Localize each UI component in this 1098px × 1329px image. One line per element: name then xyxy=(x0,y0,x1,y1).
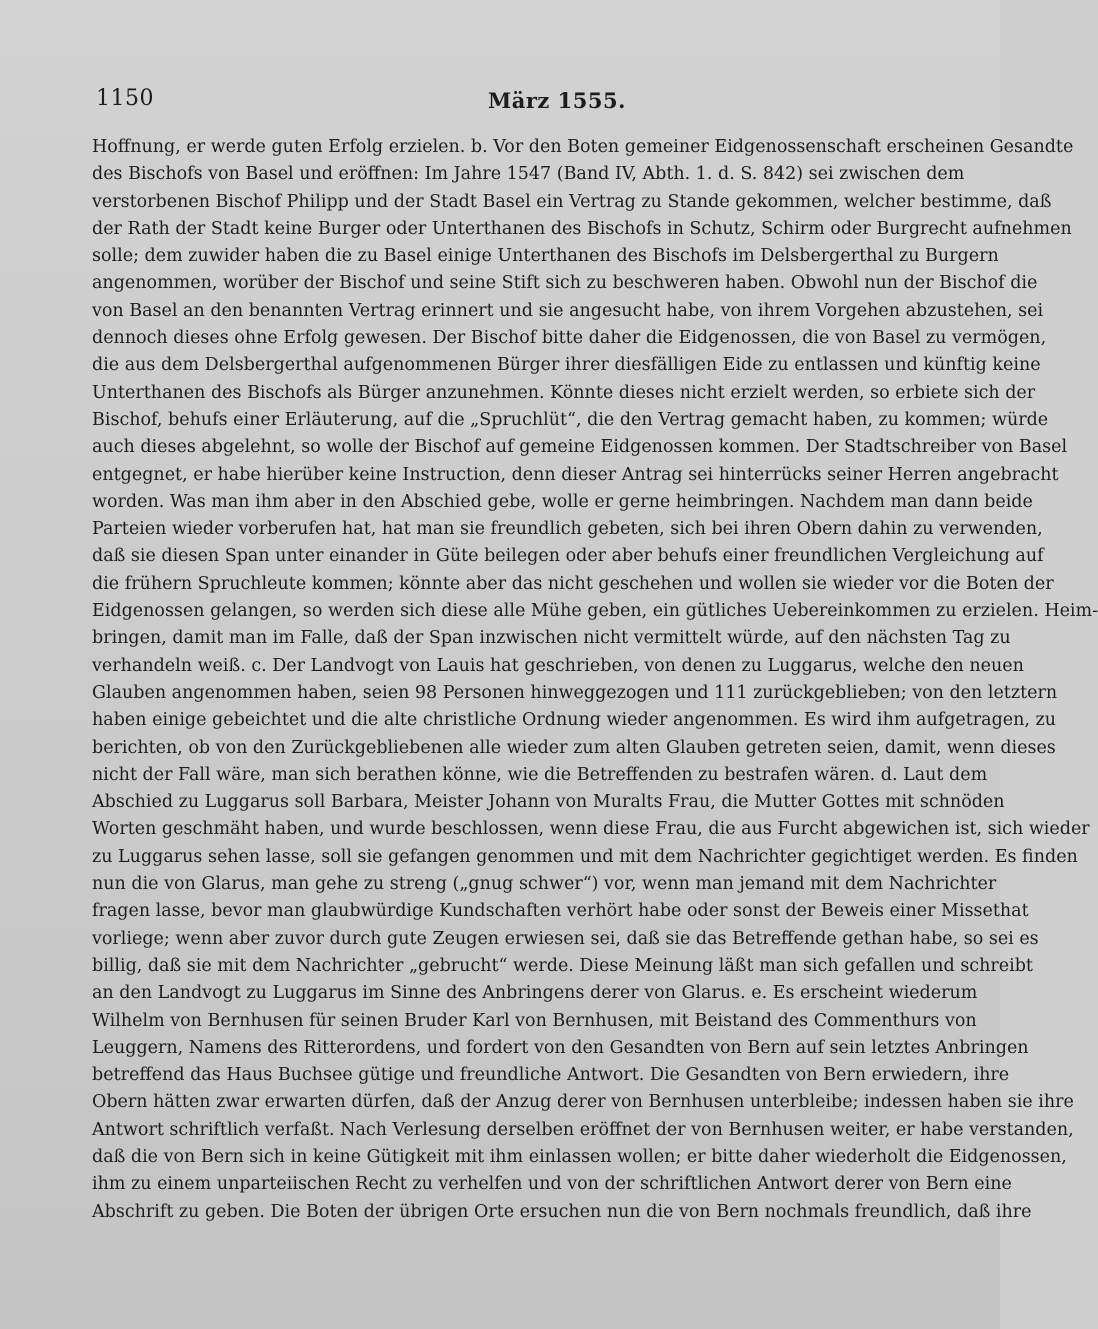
text-line: ihm zu einem unparteiischen Recht zu verhelfen und von der schriftlichen Antwort derer von Bern eine xyxy=(92,1174,1012,1195)
running-head: März 1555. xyxy=(488,88,626,113)
text-line: Leuggern, Namens des Ritterordens, und fordert von den Gesandten von Bern auf sein letztes Anbringen xyxy=(92,1037,1029,1058)
text-line: Obern hätten zwar erwarten dürfen, daß der Anzug derer von Bernhusen unterbleibe; indessen haben sie ihre xyxy=(92,1092,1074,1113)
text-line: der Rath der Stadt keine Burger oder Unterthanen des Bischofs in Schutz, Schirm oder Burgrecht aufnehmen xyxy=(92,218,1072,239)
text-line: bringen, damit man im Falle, daß der Span inzwischen nicht vermittelt würde, auf den nächsten Tag zu xyxy=(92,628,1011,649)
text-line: auch dieses abgelehnt, so wolle der Bischof auf gemeine Eidgenossen kommen. Der Stadtschreiber von Basel xyxy=(92,437,1068,458)
text-line: solle; dem zuwider haben die zu Basel einige Unterthanen des Bischofs im Delsbergerthal zu Burgern xyxy=(92,246,999,267)
text-line: Antwort schriftlich verfaßt. Nach Verlesung derselben eröffnet der von Bernhusen weiter, er habe verstanden, xyxy=(92,1119,1074,1140)
text-line: die aus dem Delsbergerthal aufgenommenen Bürger ihrer diesfälligen Eide zu entlassen und künftig keine xyxy=(92,355,1041,376)
text-line: Eidgenossen gelangen, so werden sich diese alle Mühe geben, ein gütliches Uebereinkommen zu erzielen. Heim- xyxy=(92,601,1098,622)
body-text xyxy=(92,134,1098,1226)
text-line: Worten geschmäht haben, und wurde beschlossen, wenn diese Frau, die aus Furcht abgewichen ist, sich wieder xyxy=(92,819,1090,840)
text-line: nun die von Glarus, man gehe zu streng („gnug schwer“) vor, wenn man jemand mit dem Nachrichter xyxy=(92,874,997,895)
text-line: Abschrift zu geben. Die Boten der übrigen Orte ersuchen nun die von Bern nochmals freundlich, daß ihre xyxy=(92,1201,1032,1222)
text-line: berichten, ob von den Zurückgebliebenen alle wieder zum alten Glauben getreten seien, damit, wenn dieses xyxy=(92,737,1056,758)
text-line: fragen lasse, bevor man glaubwürdige Kundschaften verhört habe oder sonst der Beweis einer Missethat xyxy=(92,901,1029,922)
text-line: Wilhelm von Bernhusen für seinen Bruder Karl von Bernhusen, mit Beistand des Commenthurs von xyxy=(92,1010,977,1031)
text-line: vorliege; wenn aber zuvor durch gute Zeugen erwiesen sei, daß sie das Betreffende gethan habe, so sei es xyxy=(92,928,1039,949)
text-line: Hoffnung, er werde guten Erfolg erzielen. b. Vor den Boten gemeiner Eidgenossenschaft erscheinen Gesandte xyxy=(92,137,1074,157)
text-line: Abschied zu Luggarus soll Barbara, Meister Johann von Muralts Frau, die Mutter Gottes mit schnöden xyxy=(92,792,1005,813)
text-line: billig, daß sie mit dem Nachrichter „gebrucht“ werde. Diese Meinung läßt man sich gefallen und schreibt xyxy=(92,955,1033,976)
text-line: die frühern Spruchleute kommen; könnte aber das nicht geschehen und wollen sie wieder vor die Boten der xyxy=(92,573,1054,594)
text-line: an den Landvogt zu Luggarus im Sinne des Anbringens derer von Glarus. e. Es erscheint wiederum xyxy=(92,983,978,1004)
text-line: Parteien wieder vorberufen hat, hat man sie freundlich gebeten, sich bei ihren Obern dahin zu verwenden, xyxy=(92,519,1043,540)
text-line: zu Luggarus sehen lasse, soll sie gefangen genommen und mit dem Nachrichter gegichtiget werden. Es finden xyxy=(92,846,1078,867)
text-line: betreffend das Haus Buchsee gütige und freundliche Antwort. Die Gesandten von Bern erwiedern, ihre xyxy=(92,1065,1010,1086)
text-line: Bischof, behufs einer Erläuterung, auf die „Spruchlüt“, die den Vertrag gemacht haben, zu kommen; würde xyxy=(92,409,1049,430)
text-line: dennoch dieses ohne Erfolg gewesen. Der Bischof bitte daher die Eidgenossen, die von Basel zu vermögen, xyxy=(92,328,1047,349)
text-line: des Bischofs von Basel und eröffnen: Im Jahre 1547 (Band IV, Abth. 1. d. S. 842) sei zwischen dem xyxy=(92,164,965,185)
text-line: verstorbenen Bischof Philipp und der Stadt Basel ein Vertrag zu Stande gekommen, welcher bestimme, daß xyxy=(92,191,1052,212)
text-line: von Basel an den benannten Vertrag erinnert und sie angesucht habe, von ihrem Vorgehen abzustehen, sei xyxy=(92,300,1044,321)
text-line: nicht der Fall wäre, man sich berathen könne, wie die Betreffenden zu bestrafen wären. d. Laut dem xyxy=(92,764,988,785)
text-line: daß die von Bern sich in keine Gütigkeit mit ihm einlassen wollen; er bitte daher wiederholt die Eidgenossen, xyxy=(92,1146,1067,1167)
page-header xyxy=(96,86,956,116)
text-line: verhandeln weiß. c. Der Landvogt von Lauis hat geschrieben, von denen zu Luggarus, welche den neuen xyxy=(92,655,1024,676)
text-line: entgegnet, er habe hierüber keine Instruction, denn dieser Antrag sei hinterrücks seiner Herren angebracht xyxy=(92,464,1059,485)
text-line: angenommen, worüber der Bischof und seine Stift sich zu beschweren haben. Obwohl nun der Bischof die xyxy=(92,273,1038,294)
text-line: haben einige gebeichtet und die alte christliche Ordnung wieder angenommen. Es wird ihm aufgetragen, zu xyxy=(92,710,1057,731)
text-line: Unterthanen des Bischofs als Bürger anzunehmen. Könnte dieses nicht erzielt werden, so erbiete sich der xyxy=(92,382,1036,403)
text-line: worden. Was man ihm aber in den Abschied gebe, wolle er gerne heimbringen. Nachdem man dann beide xyxy=(92,491,1033,512)
text-line: Glauben angenommen haben, seien 98 Personen hinweggezogen und 111 zurückgeblieben; von den letztern xyxy=(92,682,1058,703)
text-line: daß sie diesen Span unter einander in Güte beilegen oder aber behufs einer freundlichen Vergleichung auf xyxy=(92,546,1044,567)
page-number: 1150 xyxy=(96,86,154,111)
